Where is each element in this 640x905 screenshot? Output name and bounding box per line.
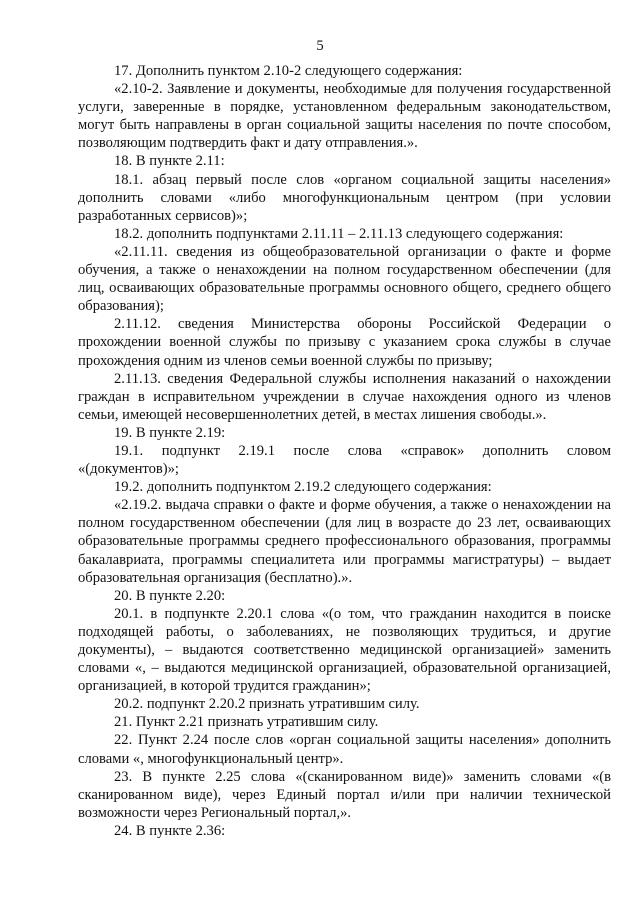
paragraph-18-1: 18.1. абзац первый после слов «органом социальной защиты населения» дополнить словами «либо многофункциональным центром (при условии разработанных сервисов)»; <box>78 171 611 224</box>
paragraph-19: 19. В пункте 2.19: <box>114 424 226 441</box>
paragraph-23: 23. В пункте 2.25 слова «(сканированном виде)» заменить словами «(в сканированном виде), через Единый портал и/или при наличии технической возможности через Региональный портал,». <box>78 768 611 821</box>
document-body <box>78 62 611 840</box>
paragraph-22: 22. Пункт 2.24 после слов «орган социальной защиты населения» дополнить словами «, многофункциональный центр». <box>78 732 611 767</box>
paragraph-2-11-13: 2.11.13. сведения Федеральной службы исполнения наказаний о нахождении граждан в исправительном учреждении в случае нахождения одного из членов семьи, имеющей несовершеннолетних детей, в местах лишения свободы.». <box>78 370 611 423</box>
paragraph-2-10-2: «2.10-2. Заявление и документы, необходимые для получения государственной услуги, заверенные в порядке, установленном федеральным законодательством, могут быть направлены в орган социальной защиты населения по почте способом, позволяющим подтвердить факт и дату отправления.». <box>78 81 611 152</box>
paragraph-2-19-2: «2.19.2. выдача справки о факте и форме обучения, а также о ненахождении на полном государственном обеспечении (для лиц в возрасте до 23 лет, осваивающих образовательные программы среднего профессионального образования, программы бакалавриата, программы специалитета или программы магистратуры) – выдает образовательная организация (бесплатно).». <box>78 497 611 586</box>
paragraph-18: 18. В пункте 2.11: <box>114 153 225 170</box>
paragraph-20-1: 20.1. в подпункте 2.20.1 слова «(о том, что гражданин находится в поиске подходящей работы, о заболеваниях, не позволяющих трудиться, и другие документы), – выдаются соответственно медицинской организацией» заменить словами «, – выдаются медицинской организацией, образовательной организацией, организацией, в которой трудится гражданин»; <box>78 605 611 695</box>
paragraph-17: 17. Дополнить пунктом 2.10-2 следующего содержания: <box>114 63 463 79</box>
paragraph-18-2: 18.2. дополнить подпунктами 2.11.11 – 2.11.13 следующего содержания: <box>114 225 564 242</box>
paragraph-2-11-11: «2.11.11. сведения из общеобразовательной организации о факте и форме обучения, а также о ненахождении на полном государственном обеспечении (для лиц, осваивающих образовательные программы основного общего, среднего общего образования); <box>78 243 611 315</box>
page-number: 5 <box>316 38 324 54</box>
paragraph-24: 24. В пункте 2.36: <box>114 822 226 839</box>
paragraph-20-2: 20.2. подпункт 2.20.2 признать утратившим силу. <box>114 696 420 713</box>
paragraph-21: 21. Пункт 2.21 признать утратившим силу. <box>114 714 379 731</box>
paragraph-19-2: 19.2. дополнить подпунктом 2.19.2 следующего содержания: <box>114 479 492 496</box>
paragraph-2-11-12: 2.11.12. сведения Министерства обороны Российской Федерации о прохождении военной службы по призыву с указанием срока службы в случае прохождения одним из членов семьи военной службы по призыву; <box>78 316 611 369</box>
paragraph-19-1: 19.1. подпункт 2.19.1 после слова «справок» дополнить словом «(документов)»; <box>78 442 611 478</box>
paragraph-20: 20. В пункте 2.20: <box>114 587 226 604</box>
